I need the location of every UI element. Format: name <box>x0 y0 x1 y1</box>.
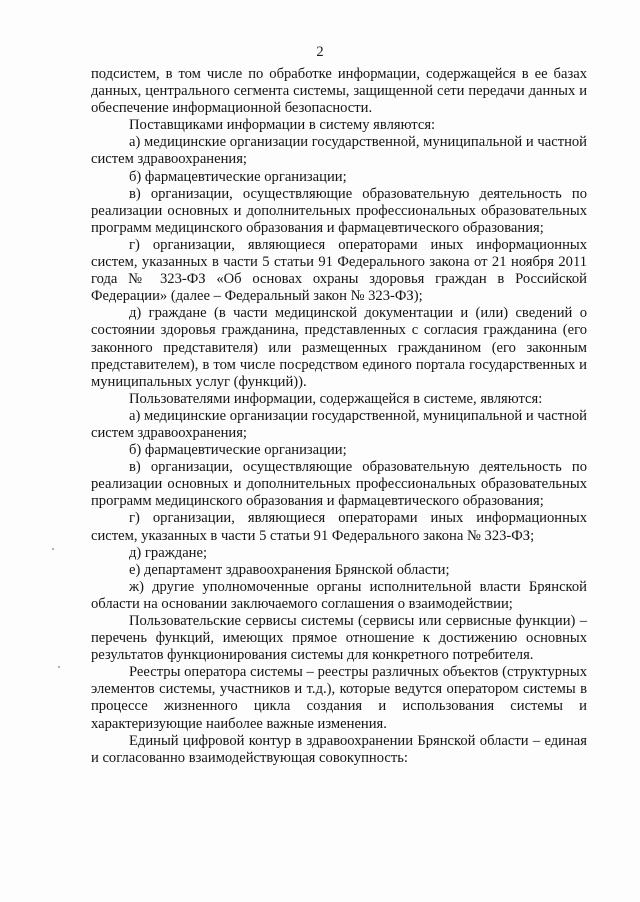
paragraph-suppliers-b: б) фармацевтические организации; <box>129 168 347 185</box>
paragraph-users-heading: Пользователями информации, содержащейся в системе, являются: <box>129 390 543 407</box>
document-body <box>91 66 587 767</box>
page-number: 2 <box>316 44 324 60</box>
paragraph-users-f: е) департамент здравоохранения Брянской области; <box>129 561 450 578</box>
paragraph-digital-contour: Единый цифровой контур в здравоохранении Брянской области – единая и согласованно взаимодействующая совокупность: <box>91 732 587 766</box>
paragraph-users-d: г) организации, являющиеся операторами иных информационных систем, указанных в части 5 статьи 91 Федерального закона № 323-ФЗ; <box>91 510 587 544</box>
paragraph-suppliers-c: в) организации, осуществляющие образовательную деятельность по реализации основных и дополнительных профессиональных образовательных программ медицинского образования и фармацевтического образования; <box>91 185 587 236</box>
paragraph-user-services: Пользовательские сервисы системы (сервисы или сервисные функции) – перечень функций, имеющих прямое отношение к достижению основных результатов функционирования системы для конкретного потребителя. <box>91 613 587 664</box>
paragraph-suppliers-e: д) граждане (в части медицинской документации и (или) сведений о состоянии здоровья гражданина, представленных с согласия гражданина (его законного представителя) или размещенных гражданином (его законным представителем), в том числе посредством единого портала государственных и муниципальных услуг (функций)). <box>91 305 587 390</box>
paragraph-suppliers-d: г) организации, являющиеся операторами иных информационных систем, указанных в части 5 статьи 91 Федерального закона от 21 ноября 2011 года № 323-ФЗ «Об основах охраны здоровья граждан в Российской Федерации» (далее – Федеральный закон № 323-ФЗ); <box>91 236 587 305</box>
paragraph-operator-registries: Реестры оператора системы – реестры различных объектов (структурных элементов системы, участников и т.д.), которые ведутся оператором системы в процессе жизненного цикла создания и использования системы и характеризующие наиболее важные изменения. <box>91 664 587 732</box>
scan-speck <box>58 666 60 668</box>
paragraph-users-b: б) фармацевтические организации; <box>129 442 347 459</box>
paragraph-users-a: а) медицинские организации государственной, муниципальной и частной систем здравоохранения; <box>91 407 587 441</box>
paragraph-users-g: ж) другие уполномоченные органы исполнительной власти Брянской области на основании заключаемого соглашения о взаимодействии; <box>91 578 587 612</box>
paragraph-users-c: в) организации, осуществляющие образовательную деятельность по реализации основных и дополнительных профессиональных образовательных программ медицинского образования и фармацевтического образования; <box>91 459 587 510</box>
paragraph-suppliers-heading: Поставщиками информации в систему являются: <box>129 117 436 134</box>
paragraph-intro: подсистем, в том числе по обработке информации, содержащейся в ее базах данных, центрального сегмента системы, защищенной сети передачи данных и обеспечение информационной безопасности. <box>91 66 587 117</box>
paragraph-suppliers-a: а) медицинские организации государственной, муниципальной и частной систем здравоохранения; <box>91 134 587 168</box>
paragraph-users-e: д) граждане; <box>129 544 208 561</box>
scan-speck <box>52 548 54 550</box>
